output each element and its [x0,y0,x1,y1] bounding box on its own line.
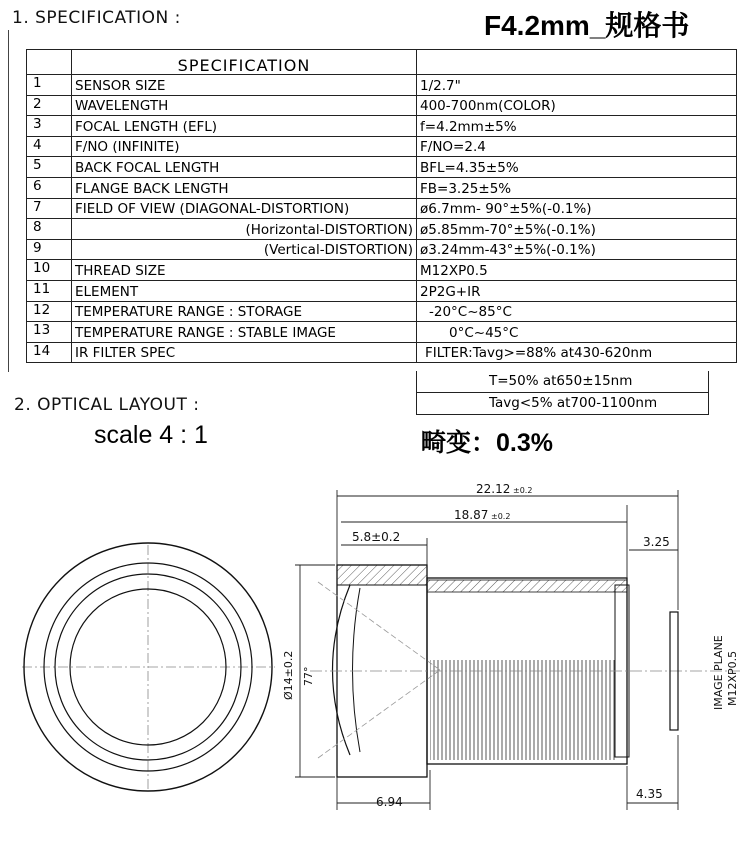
fov-ray-bottom [318,670,440,758]
row-value: 1/2.7" [417,75,737,96]
row-number: 5 [27,157,72,178]
row-number: 10 [27,260,72,281]
row-number: 7 [27,198,72,219]
body-hatch-top [427,580,627,592]
ir-filter-extra-block [416,371,709,415]
row-parameter: WAVELENGTH [72,95,417,116]
document-title: F4.2mm_规格书 [484,10,690,41]
row-value: ø3.24mm-43°±5%(-0.1%) [417,239,737,260]
row-number: 3 [27,116,72,137]
optical-layout-drawing [0,460,750,842]
table-row [27,280,737,301]
front-lens-curve [333,585,351,755]
row-number: 11 [27,280,72,301]
table-row [27,116,737,137]
row-number: 6 [27,177,72,198]
row-value: M12XP0.5 [417,260,737,281]
table-row [27,322,737,343]
optical-layout-heading: 2. OPTICAL LAYOUT : [14,395,200,415]
specification-table [26,49,737,363]
row-number: 13 [27,322,72,343]
row-parameter: IR FILTER SPEC [72,342,417,363]
row-parameter: BACK FOCAL LENGTH [72,157,417,178]
spec-table-header: SPECIFICATION [72,50,417,75]
table-row [27,219,737,240]
dim-head-length: 5.8±0.2 [352,530,401,544]
row-parameter: SENSOR SIZE [72,75,417,96]
lens-front-view [22,543,275,791]
dim-diameter: Ø14±0.2 [282,650,295,700]
row-number: 1 [27,75,72,96]
table-row [27,75,737,96]
page-border-line [8,30,9,372]
row-value: ø5.85mm-70°±5%(-0.1%) [417,219,737,240]
row-number: 4 [27,136,72,157]
row-parameter: FIELD OF VIEW (DIAGONAL-DISTORTION) [72,198,417,219]
row-value: -20°C~85°C [417,301,737,322]
ir-filter-extra-line: Tavg<5% at700-1100nm [417,392,708,414]
dim-bfl: 4.35 [636,787,663,801]
table-row [27,157,737,178]
table-row [27,342,737,363]
ir-filter-extra-line: T=50% at650±15nm [489,373,633,389]
dim-overall-length: 22.12 [476,482,511,496]
row-value: ø6.7mm- 90°±5%(-0.1%) [417,198,737,219]
image-plane-label: IMAGE PLANE [712,635,725,710]
dim-overall-length-tol: ±0.2 [513,486,533,495]
row-parameter: (Vertical-DISTORTION) [72,239,417,260]
row-number: 8 [27,219,72,240]
row-parameter: ELEMENT [72,280,417,301]
dim-front-offset: 6.94 [376,795,403,809]
dim-flange-back: 3.25 [643,535,670,549]
lens-side-view [310,565,740,777]
row-value: f=4.2mm±5% [417,116,737,137]
spec-header-blank-value [417,50,737,75]
table-row [27,95,737,116]
row-value: 0°C~45°C [417,322,737,343]
row-number: 2 [27,95,72,116]
row-value: FILTER:Tavg>=88% at430-620nm [417,342,737,363]
table-row [27,260,737,281]
row-parameter: FOCAL LENGTH (EFL) [72,116,417,137]
row-parameter: TEMPERATURE RANGE : STABLE IMAGE [72,322,417,343]
row-number: 9 [27,239,72,260]
row-value: FB=3.25±5% [417,177,737,198]
row-number: 12 [27,301,72,322]
row-parameter: THREAD SIZE [72,260,417,281]
distortion-label: 畸变：0.3% [421,429,553,457]
row-value: 2P2G+IR [417,280,737,301]
row-parameter: F/NO (INFINITE) [72,136,417,157]
row-parameter: FLANGE BACK LENGTH [72,177,417,198]
table-row [27,136,737,157]
spec-header-blank [27,50,72,75]
table-row [27,177,737,198]
spec-table-header-row [27,50,737,75]
dim-body-length: 18.87 [454,508,489,522]
row-value: 400-700nm(COLOR) [417,95,737,116]
head-hatch-top [337,565,427,585]
table-row [27,301,737,322]
dim-fov-angle: 77° [302,666,315,686]
thread-label: M12XP0.5 [726,650,739,706]
row-number: 14 [27,342,72,363]
table-row [27,239,737,260]
row-parameter: TEMPERATURE RANGE : STORAGE [72,301,417,322]
thread-pattern [430,660,616,760]
lens-inner-curve [353,588,361,752]
fov-ray-top [318,582,440,670]
row-value: F/NO=2.4 [417,136,737,157]
spec-section-heading: 1. SPECIFICATION : [12,8,181,28]
scale-label: scale 4 : 1 [94,421,208,449]
row-parameter: (Horizontal-DISTORTION) [72,219,417,240]
table-row [27,198,737,219]
dim-body-length-tol: ±0.2 [491,512,511,521]
row-value: BFL=4.35±5% [417,157,737,178]
